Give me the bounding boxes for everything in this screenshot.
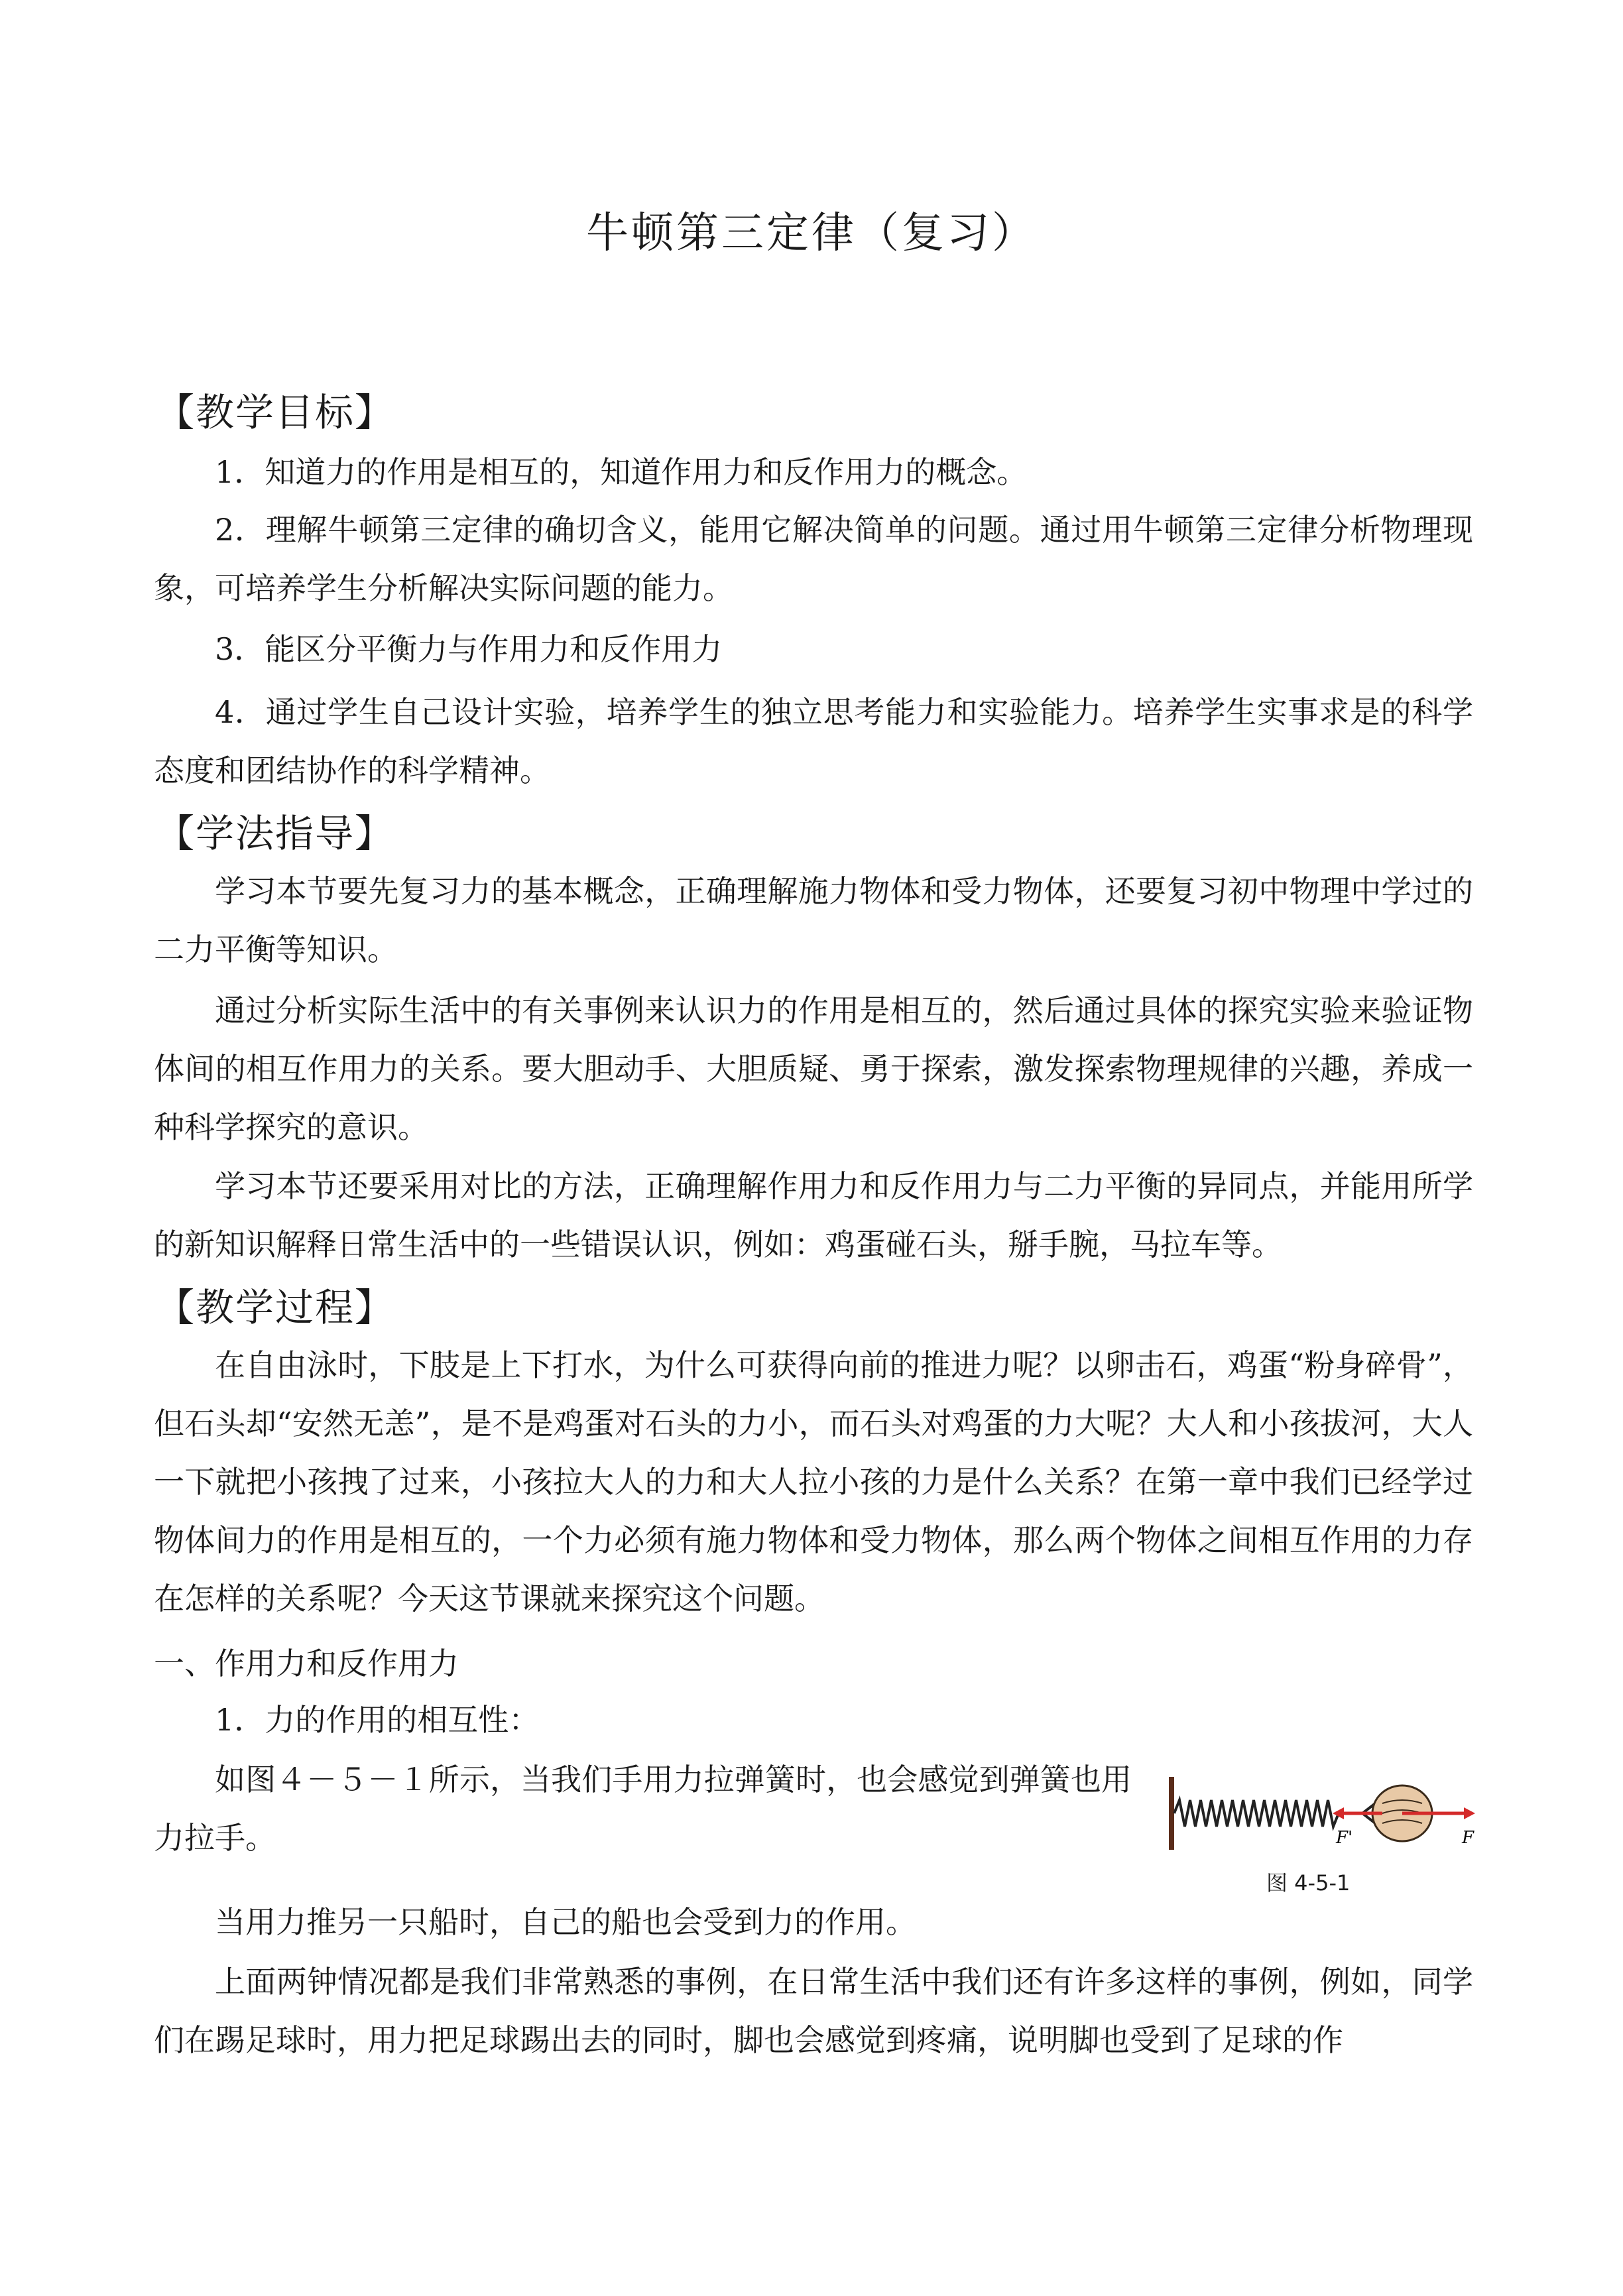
- goal-item-3: 3．能区分平衡力与作用力和反作用力: [215, 631, 723, 667]
- method-paragraph-3: 学习本节还要采用对比的方法，正确理解作用力和反作用力与二力平衡的异同点，并能用所学的新知识解释日常生活中的一些错误认识，例如：鸡蛋碰石头，掰手腕，马拉车等。: [154, 1168, 1473, 1262]
- boat-example: 当用力推另一只船时，自己的船也会受到力的作用。: [215, 1904, 916, 1940]
- force-arrow-right-head: [1464, 1807, 1475, 1819]
- page-title: 牛顿第三定律（复习）: [586, 209, 1037, 258]
- process-intro: 在自由泳时，下肢是上下打水，为什么可获得向前的推进力呢？以卵击石，鸡蛋“粉身碎骨”，但石头却“安然无恙”，是不是鸡蛋对石头的力小，而石头对鸡蛋的力大呢？大人和小孩拔河，大人一下就把小孩拽了过来，小孩拉大人的力和大人拉小孩的力是什么关系？在第一章中我们已经学过物体间力的作用是相互的，一个力必须有施力物体和受力物体，那么两个物体之间相互作用的力存在怎样的关系呢？今天这节课就来探究这个问题。: [154, 1347, 1473, 1616]
- goal-item-4: 4．通过学生自己设计实验，培养学生的独立思考能力和实验能力。培养学生实事求是的科学态度和团结协作的科学精神。: [154, 694, 1473, 788]
- process-subheading: 一、作用力和反作用力: [154, 1646, 459, 1681]
- section-heading-goals: 【教学目标】: [156, 390, 395, 435]
- figure-description: 如图４－５－１所示，当我们手用力拉弹簧时，也会感觉到弹簧也用力拉手。: [154, 1762, 1132, 1856]
- method-paragraph-1: 学习本节要先复习力的基本概念，正确理解施力物体和受力物体，还要复习初中物理中学过的二力平衡等知识。: [154, 873, 1473, 967]
- process-point-1: 1．力的作用的相互性：: [215, 1702, 540, 1738]
- section-heading-method: 【学法指导】: [156, 811, 395, 856]
- goal-item-1: 1．知道力的作用是相互的，知道作用力和反作用力的概念。: [215, 454, 1028, 490]
- examples-paragraph: 上面两钟情况都是我们非常熟悉的事例，在日常生活中我们还有许多这样的事例，例如，同学们在踢足球时，用力把足球踢出去的同时，脚也会感觉到疼痛，说明脚也受到了足球的作: [154, 1964, 1473, 2058]
- force-label-left: F': [1336, 1828, 1353, 1848]
- wall-mark: [1169, 1777, 1174, 1850]
- force-label-right: F: [1462, 1828, 1474, 1848]
- goal-item-2: 2．理解牛顿第三定律的确切含义，能用它解决简单的问题。通过用牛顿第三定律分析物理现象，可培养学生分析解决实际问题的能力。: [154, 512, 1473, 606]
- section-heading-process: 【教学过程】: [156, 1285, 395, 1330]
- method-paragraph-2: 通过分析实际生活中的有关事例来认识力的作用是相互的，然后通过具体的探究实验来验证物体间的相互作用力的关系。要大胆动手、大胆质疑、勇于探索，激发探索物理规律的兴趣，养成一种科学探究的意识。: [154, 993, 1473, 1145]
- figure-caption: 图 4-5-1: [1266, 1870, 1351, 1896]
